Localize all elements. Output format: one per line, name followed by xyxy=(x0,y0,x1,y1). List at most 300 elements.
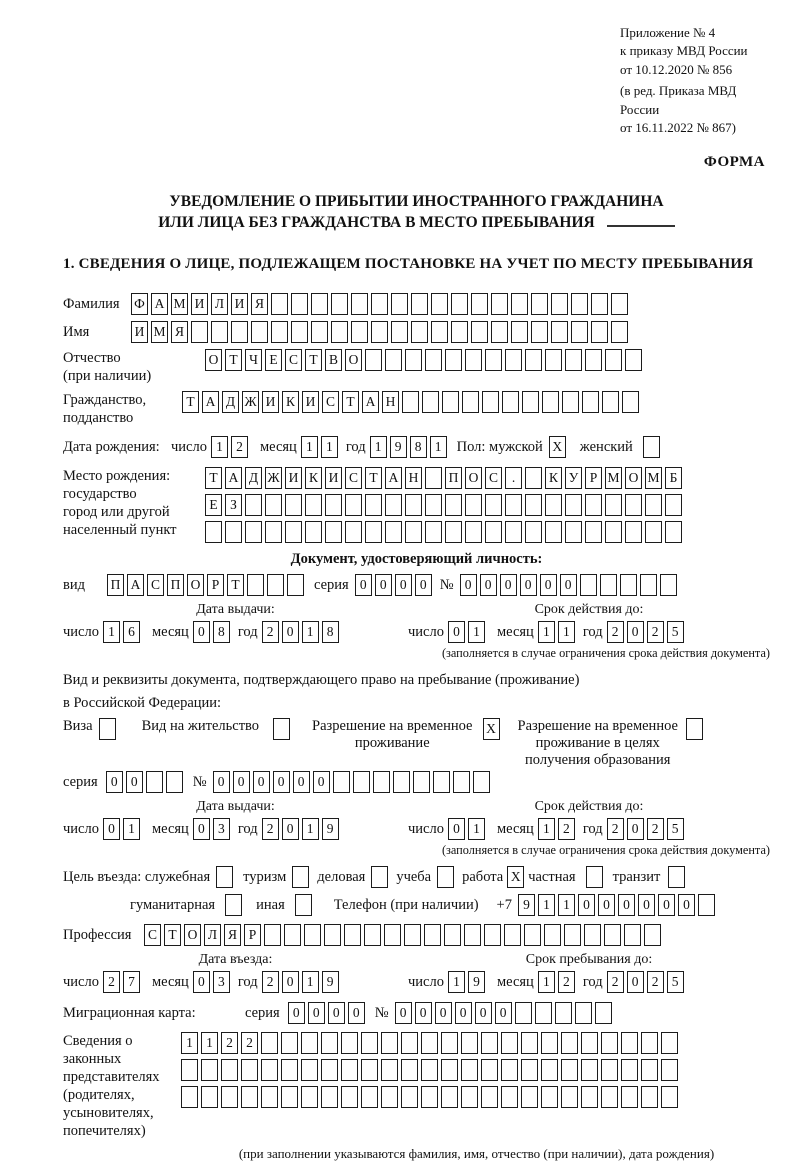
char-box[interactable]: 1 xyxy=(201,1032,218,1054)
char-box[interactable] xyxy=(445,521,462,543)
char-box[interactable]: С xyxy=(147,574,164,596)
char-box[interactable]: 0 xyxy=(193,818,210,840)
char-box[interactable]: 0 xyxy=(328,1002,345,1024)
char-box[interactable]: 0 xyxy=(213,771,230,793)
char-box[interactable] xyxy=(251,321,268,343)
char-box[interactable] xyxy=(502,391,519,413)
char-box[interactable]: 1 xyxy=(211,436,228,458)
char-box[interactable]: Т xyxy=(182,391,199,413)
char-box[interactable] xyxy=(361,1086,378,1108)
char-box[interactable] xyxy=(451,293,468,315)
char-box[interactable]: 1 xyxy=(181,1032,198,1054)
char-box[interactable] xyxy=(345,494,362,516)
char-box[interactable] xyxy=(404,924,421,946)
char-box[interactable]: Т xyxy=(227,574,244,596)
char-box[interactable]: 0 xyxy=(460,574,477,596)
char-box[interactable]: Ф xyxy=(131,293,148,315)
char-box[interactable] xyxy=(333,771,350,793)
char-box[interactable]: 9 xyxy=(322,818,339,840)
char-box[interactable] xyxy=(585,521,602,543)
char-box[interactable] xyxy=(437,866,454,888)
char-box[interactable]: О xyxy=(465,467,482,489)
char-box[interactable] xyxy=(411,321,428,343)
char-box[interactable]: 0 xyxy=(520,574,537,596)
char-box[interactable] xyxy=(361,1032,378,1054)
char-box[interactable] xyxy=(485,494,502,516)
char-box[interactable]: 0 xyxy=(288,1002,305,1024)
char-box[interactable] xyxy=(431,293,448,315)
char-box[interactable] xyxy=(465,494,482,516)
char-box[interactable] xyxy=(545,494,562,516)
char-box[interactable] xyxy=(425,349,442,371)
char-box[interactable] xyxy=(531,321,548,343)
char-box[interactable] xyxy=(321,1032,338,1054)
char-box[interactable] xyxy=(565,494,582,516)
char-box[interactable] xyxy=(551,321,568,343)
char-box[interactable] xyxy=(501,1086,518,1108)
char-box[interactable] xyxy=(661,1059,678,1081)
char-box[interactable] xyxy=(445,349,462,371)
char-box[interactable] xyxy=(505,494,522,516)
char-box[interactable]: Б xyxy=(665,467,682,489)
char-box[interactable] xyxy=(464,924,481,946)
char-box[interactable]: К xyxy=(545,467,562,489)
char-box[interactable] xyxy=(365,349,382,371)
char-box[interactable] xyxy=(381,1032,398,1054)
char-box[interactable]: Я xyxy=(171,321,188,343)
char-box[interactable]: X xyxy=(483,718,500,740)
char-box[interactable] xyxy=(441,1059,458,1081)
char-box[interactable] xyxy=(602,391,619,413)
char-box[interactable] xyxy=(571,321,588,343)
char-box[interactable] xyxy=(225,521,242,543)
char-box[interactable]: О xyxy=(184,924,201,946)
char-box[interactable] xyxy=(525,467,542,489)
char-box[interactable]: 2 xyxy=(647,971,664,993)
char-box[interactable] xyxy=(401,1059,418,1081)
char-box[interactable] xyxy=(545,349,562,371)
char-box[interactable]: 3 xyxy=(213,818,230,840)
char-box[interactable] xyxy=(304,924,321,946)
char-box[interactable]: Ж xyxy=(265,467,282,489)
char-box[interactable] xyxy=(301,1032,318,1054)
char-box[interactable]: И xyxy=(131,321,148,343)
char-box[interactable]: У xyxy=(565,467,582,489)
char-box[interactable] xyxy=(271,293,288,315)
char-box[interactable] xyxy=(601,1059,618,1081)
char-box[interactable]: 0 xyxy=(638,894,655,916)
char-box[interactable] xyxy=(643,436,660,458)
char-box[interactable] xyxy=(265,521,282,543)
char-box[interactable] xyxy=(287,574,304,596)
char-box[interactable] xyxy=(321,1059,338,1081)
char-box[interactable] xyxy=(515,1002,532,1024)
char-box[interactable]: 2 xyxy=(647,621,664,643)
char-box[interactable]: 1 xyxy=(538,621,555,643)
char-box[interactable] xyxy=(271,321,288,343)
char-box[interactable] xyxy=(181,1086,198,1108)
char-box[interactable] xyxy=(205,521,222,543)
char-box[interactable]: Ж xyxy=(242,391,259,413)
char-box[interactable] xyxy=(245,521,262,543)
char-box[interactable]: Л xyxy=(211,293,228,315)
char-box[interactable] xyxy=(621,1032,638,1054)
char-box[interactable]: А xyxy=(202,391,219,413)
char-box[interactable] xyxy=(605,349,622,371)
char-box[interactable] xyxy=(411,293,428,315)
char-box[interactable] xyxy=(291,321,308,343)
char-box[interactable] xyxy=(521,1086,538,1108)
char-box[interactable] xyxy=(565,521,582,543)
char-box[interactable] xyxy=(645,521,662,543)
char-box[interactable]: О xyxy=(345,349,362,371)
char-box[interactable] xyxy=(421,1086,438,1108)
char-box[interactable]: 1 xyxy=(302,621,319,643)
char-box[interactable]: Е xyxy=(265,349,282,371)
char-box[interactable]: 5 xyxy=(667,621,684,643)
char-box[interactable]: 0 xyxy=(480,574,497,596)
char-box[interactable]: 0 xyxy=(293,771,310,793)
char-box[interactable]: 0 xyxy=(355,574,372,596)
char-box[interactable]: А xyxy=(151,293,168,315)
char-box[interactable]: 0 xyxy=(106,771,123,793)
char-box[interactable]: 0 xyxy=(233,771,250,793)
char-box[interactable] xyxy=(524,924,541,946)
char-box[interactable]: С xyxy=(345,467,362,489)
char-box[interactable]: А xyxy=(127,574,144,596)
char-box[interactable]: П xyxy=(167,574,184,596)
char-box[interactable]: 1 xyxy=(468,818,485,840)
char-box[interactable] xyxy=(361,1059,378,1081)
char-box[interactable] xyxy=(365,494,382,516)
char-box[interactable]: А xyxy=(225,467,242,489)
char-box[interactable] xyxy=(641,1086,658,1108)
char-box[interactable] xyxy=(561,1032,578,1054)
char-box[interactable]: М xyxy=(605,467,622,489)
char-box[interactable] xyxy=(585,349,602,371)
char-box[interactable]: 0 xyxy=(435,1002,452,1024)
char-box[interactable]: С xyxy=(285,349,302,371)
char-box[interactable] xyxy=(505,521,522,543)
char-box[interactable] xyxy=(424,924,441,946)
char-box[interactable] xyxy=(686,718,703,740)
char-box[interactable]: 8 xyxy=(322,621,339,643)
char-box[interactable]: П xyxy=(107,574,124,596)
char-box[interactable] xyxy=(661,1086,678,1108)
char-box[interactable] xyxy=(166,771,183,793)
char-box[interactable] xyxy=(393,771,410,793)
char-box[interactable] xyxy=(385,349,402,371)
char-box[interactable]: Ч xyxy=(245,349,262,371)
char-box[interactable] xyxy=(511,321,528,343)
char-box[interactable]: 2 xyxy=(241,1032,258,1054)
char-box[interactable] xyxy=(405,521,422,543)
char-box[interactable] xyxy=(481,1059,498,1081)
char-box[interactable] xyxy=(264,924,281,946)
char-box[interactable] xyxy=(585,494,602,516)
char-box[interactable] xyxy=(451,321,468,343)
char-box[interactable]: 0 xyxy=(500,574,517,596)
char-box[interactable] xyxy=(473,771,490,793)
char-box[interactable]: 9 xyxy=(322,971,339,993)
char-box[interactable]: М xyxy=(151,321,168,343)
char-box[interactable] xyxy=(201,1059,218,1081)
char-box[interactable]: 9 xyxy=(518,894,535,916)
char-box[interactable] xyxy=(267,574,284,596)
char-box[interactable]: Л xyxy=(204,924,221,946)
char-box[interactable] xyxy=(371,293,388,315)
char-box[interactable] xyxy=(571,293,588,315)
char-box[interactable]: Р xyxy=(207,574,224,596)
char-box[interactable]: 0 xyxy=(126,771,143,793)
char-box[interactable]: 8 xyxy=(410,436,427,458)
char-box[interactable]: 0 xyxy=(618,894,635,916)
char-box[interactable]: К xyxy=(305,467,322,489)
char-box[interactable]: 1 xyxy=(302,818,319,840)
char-box[interactable] xyxy=(584,924,601,946)
char-box[interactable] xyxy=(522,391,539,413)
char-box[interactable] xyxy=(501,1032,518,1054)
char-box[interactable]: С xyxy=(485,467,502,489)
char-box[interactable]: 2 xyxy=(262,818,279,840)
char-box[interactable] xyxy=(441,1032,458,1054)
char-box[interactable] xyxy=(605,494,622,516)
char-box[interactable] xyxy=(331,293,348,315)
char-box[interactable] xyxy=(247,574,264,596)
char-box[interactable]: 2 xyxy=(647,818,664,840)
char-box[interactable]: 0 xyxy=(282,971,299,993)
char-box[interactable] xyxy=(425,467,442,489)
char-box[interactable] xyxy=(365,521,382,543)
char-box[interactable] xyxy=(665,494,682,516)
char-box[interactable] xyxy=(521,1059,538,1081)
char-box[interactable] xyxy=(453,771,470,793)
char-box[interactable]: 6 xyxy=(123,621,140,643)
char-box[interactable] xyxy=(265,494,282,516)
char-box[interactable]: 1 xyxy=(558,894,575,916)
char-box[interactable] xyxy=(284,924,301,946)
char-box[interactable] xyxy=(591,321,608,343)
char-box[interactable] xyxy=(591,293,608,315)
char-box[interactable] xyxy=(291,293,308,315)
char-box[interactable] xyxy=(321,1086,338,1108)
char-box[interactable]: Я xyxy=(251,293,268,315)
char-box[interactable] xyxy=(698,894,715,916)
char-box[interactable]: О xyxy=(625,467,642,489)
char-box[interactable] xyxy=(561,1086,578,1108)
char-box[interactable] xyxy=(544,924,561,946)
char-box[interactable] xyxy=(245,494,262,516)
char-box[interactable]: 2 xyxy=(607,818,624,840)
char-box[interactable]: 0 xyxy=(475,1002,492,1024)
char-box[interactable] xyxy=(461,1059,478,1081)
char-box[interactable] xyxy=(604,924,621,946)
char-box[interactable] xyxy=(586,866,603,888)
char-box[interactable] xyxy=(261,1032,278,1054)
char-box[interactable]: 0 xyxy=(273,771,290,793)
char-box[interactable] xyxy=(564,924,581,946)
char-box[interactable]: 1 xyxy=(123,818,140,840)
char-box[interactable] xyxy=(421,1059,438,1081)
char-box[interactable] xyxy=(625,349,642,371)
char-box[interactable] xyxy=(405,494,422,516)
char-box[interactable]: Я xyxy=(224,924,241,946)
char-box[interactable] xyxy=(341,1032,358,1054)
char-box[interactable]: 1 xyxy=(538,971,555,993)
char-box[interactable] xyxy=(525,494,542,516)
char-box[interactable]: 9 xyxy=(468,971,485,993)
char-box[interactable] xyxy=(324,924,341,946)
char-box[interactable]: 0 xyxy=(455,1002,472,1024)
char-box[interactable] xyxy=(640,574,657,596)
char-box[interactable]: 0 xyxy=(627,971,644,993)
char-box[interactable] xyxy=(641,1032,658,1054)
char-box[interactable] xyxy=(384,924,401,946)
char-box[interactable]: 0 xyxy=(282,818,299,840)
char-box[interactable]: Д xyxy=(222,391,239,413)
char-box[interactable] xyxy=(581,1086,598,1108)
char-box[interactable] xyxy=(491,321,508,343)
char-box[interactable] xyxy=(285,521,302,543)
char-box[interactable] xyxy=(391,293,408,315)
char-box[interactable] xyxy=(445,494,462,516)
char-box[interactable]: 0 xyxy=(253,771,270,793)
char-box[interactable]: 2 xyxy=(262,971,279,993)
char-box[interactable] xyxy=(601,1086,618,1108)
char-box[interactable]: Р xyxy=(585,467,602,489)
char-box[interactable] xyxy=(201,1086,218,1108)
char-box[interactable]: 8 xyxy=(213,621,230,643)
char-box[interactable] xyxy=(462,391,479,413)
char-box[interactable] xyxy=(621,1086,638,1108)
char-box[interactable] xyxy=(660,574,677,596)
char-box[interactable]: Т xyxy=(164,924,181,946)
char-box[interactable] xyxy=(625,521,642,543)
char-box[interactable]: 7 xyxy=(123,971,140,993)
char-box[interactable] xyxy=(561,1059,578,1081)
char-box[interactable] xyxy=(305,521,322,543)
char-box[interactable]: 0 xyxy=(578,894,595,916)
char-box[interactable]: И xyxy=(231,293,248,315)
char-box[interactable] xyxy=(344,924,361,946)
char-box[interactable] xyxy=(331,321,348,343)
char-box[interactable] xyxy=(99,718,116,740)
char-box[interactable] xyxy=(261,1086,278,1108)
char-box[interactable] xyxy=(146,771,163,793)
char-box[interactable]: 2 xyxy=(262,621,279,643)
char-box[interactable] xyxy=(541,1086,558,1108)
char-box[interactable] xyxy=(481,1032,498,1054)
char-box[interactable]: 0 xyxy=(193,971,210,993)
char-box[interactable]: 0 xyxy=(313,771,330,793)
char-box[interactable]: 0 xyxy=(375,574,392,596)
char-box[interactable] xyxy=(504,924,521,946)
char-box[interactable] xyxy=(285,494,302,516)
char-box[interactable] xyxy=(501,1059,518,1081)
char-box[interactable]: Т xyxy=(305,349,322,371)
char-box[interactable] xyxy=(521,1032,538,1054)
char-box[interactable] xyxy=(644,924,661,946)
char-box[interactable]: 5 xyxy=(667,971,684,993)
char-box[interactable] xyxy=(575,1002,592,1024)
char-box[interactable]: О xyxy=(205,349,222,371)
char-box[interactable] xyxy=(341,1059,358,1081)
char-box[interactable]: 2 xyxy=(103,971,120,993)
char-box[interactable]: Е xyxy=(205,494,222,516)
char-box[interactable]: М xyxy=(171,293,188,315)
char-box[interactable]: П xyxy=(445,467,462,489)
char-box[interactable] xyxy=(301,1059,318,1081)
char-box[interactable] xyxy=(311,321,328,343)
char-box[interactable] xyxy=(555,1002,572,1024)
char-box[interactable] xyxy=(525,349,542,371)
char-box[interactable]: X xyxy=(507,866,524,888)
char-box[interactable] xyxy=(221,1086,238,1108)
char-box[interactable] xyxy=(625,494,642,516)
char-box[interactable]: 2 xyxy=(607,621,624,643)
char-box[interactable] xyxy=(364,924,381,946)
char-box[interactable]: Т xyxy=(205,467,222,489)
char-box[interactable]: 0 xyxy=(282,621,299,643)
char-box[interactable]: А xyxy=(362,391,379,413)
char-box[interactable]: 0 xyxy=(448,621,465,643)
char-box[interactable] xyxy=(541,1059,558,1081)
char-box[interactable]: 1 xyxy=(321,436,338,458)
char-box[interactable] xyxy=(665,521,682,543)
char-box[interactable]: 0 xyxy=(658,894,675,916)
char-box[interactable] xyxy=(295,894,312,916)
char-box[interactable]: . xyxy=(505,467,522,489)
char-box[interactable] xyxy=(481,1086,498,1108)
char-box[interactable] xyxy=(601,1032,618,1054)
char-box[interactable] xyxy=(216,866,233,888)
char-box[interactable] xyxy=(241,1059,258,1081)
char-box[interactable] xyxy=(471,321,488,343)
char-box[interactable] xyxy=(341,1086,358,1108)
char-box[interactable] xyxy=(605,521,622,543)
char-box[interactable]: 1 xyxy=(538,894,555,916)
char-box[interactable]: 1 xyxy=(538,818,555,840)
char-box[interactable] xyxy=(471,293,488,315)
char-box[interactable] xyxy=(225,894,242,916)
char-box[interactable]: 1 xyxy=(103,621,120,643)
char-box[interactable]: 1 xyxy=(301,436,318,458)
char-box[interactable]: А xyxy=(385,467,402,489)
char-box[interactable]: 1 xyxy=(448,971,465,993)
char-box[interactable] xyxy=(345,521,362,543)
char-box[interactable] xyxy=(261,1059,278,1081)
char-box[interactable] xyxy=(425,521,442,543)
char-box[interactable]: 0 xyxy=(395,1002,412,1024)
char-box[interactable] xyxy=(371,866,388,888)
char-box[interactable] xyxy=(381,1059,398,1081)
char-box[interactable]: 3 xyxy=(213,971,230,993)
char-box[interactable] xyxy=(281,1086,298,1108)
char-box[interactable] xyxy=(581,1059,598,1081)
char-box[interactable] xyxy=(511,293,528,315)
char-box[interactable]: 0 xyxy=(395,574,412,596)
char-box[interactable] xyxy=(325,494,342,516)
char-box[interactable] xyxy=(353,771,370,793)
char-box[interactable]: Т xyxy=(225,349,242,371)
char-box[interactable] xyxy=(431,321,448,343)
char-box[interactable] xyxy=(221,1059,238,1081)
char-box[interactable]: 0 xyxy=(308,1002,325,1024)
char-box[interactable]: Р xyxy=(244,924,261,946)
char-box[interactable] xyxy=(562,391,579,413)
char-box[interactable] xyxy=(621,1059,638,1081)
char-box[interactable] xyxy=(413,771,430,793)
